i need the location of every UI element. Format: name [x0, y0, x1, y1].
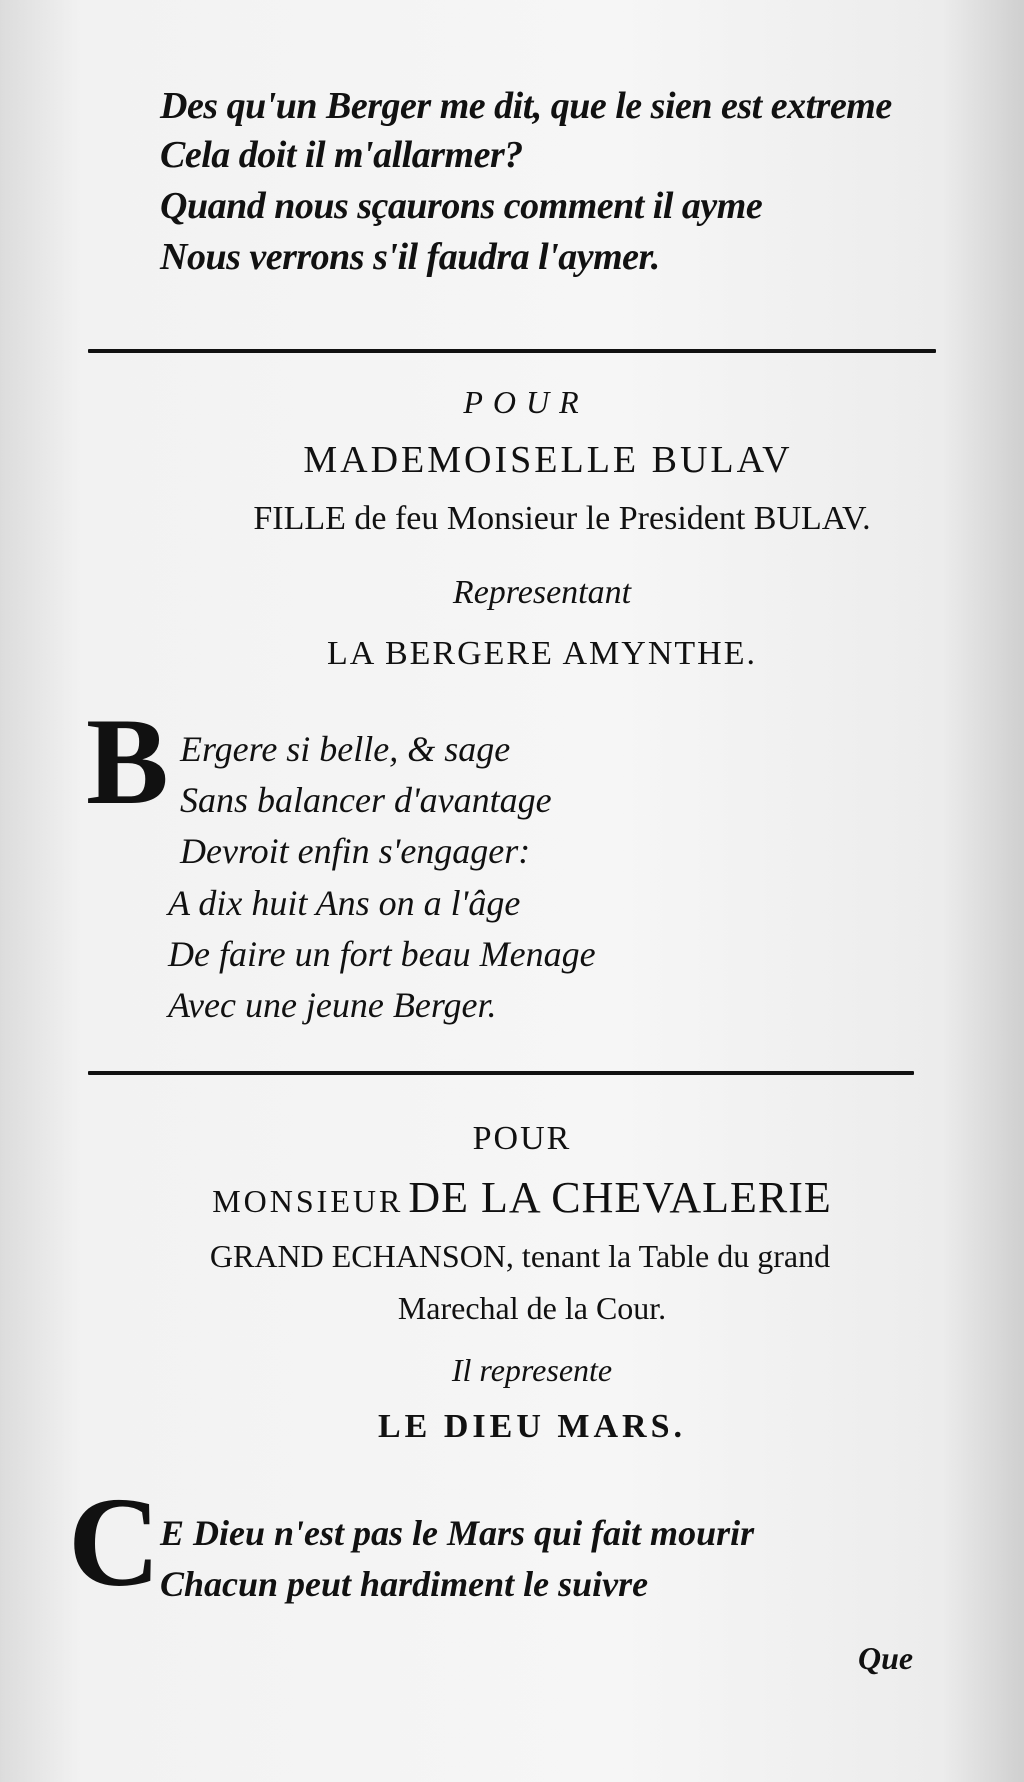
section1-verse-line-5: De faire un fort beau Menage	[168, 934, 596, 974]
section2-represente: Il represente	[451, 1352, 613, 1388]
opening-verse-line-1: Des qu'un Berger me dit, que le sien est extreme	[160, 85, 892, 127]
section2-title-monsieur: MONSIEUR	[212, 1183, 404, 1219]
section2-desc-1: GRAND ECHANSON, tenant la Table du grand	[209, 1238, 831, 1274]
section2-desc-2: Marechal de la Cour.	[397, 1290, 667, 1326]
section2-verse-line-1: E Dieu n'est pas le Mars qui fait mourir	[160, 1513, 755, 1553]
section1-verse-line-4: A dix huit Ans on a l'âge	[168, 883, 521, 923]
section1-verse-line-1: Ergere si belle, & sage	[180, 729, 511, 769]
section2-verse-line-2: Chacun peut hardiment le suivre	[160, 1564, 649, 1604]
section1-title: MADEMOISELLE BULAV	[303, 439, 793, 481]
opening-verse-line-2: Cela doit il m'allarmer?	[160, 134, 523, 176]
section1-verse-line-2: Sans balancer d'avantage	[180, 780, 552, 820]
section2-title	[0, 1172, 1024, 1223]
catchword: Que	[858, 1640, 914, 1676]
section1-representant: Representant	[452, 574, 632, 611]
section1-role: LA BERGERE AMYNTHE.	[327, 635, 757, 672]
section1-verse-line-6: Avec une jeune Berger.	[168, 985, 497, 1025]
divider-rule-1	[88, 349, 936, 353]
opening-verse-line-3: Quand nous sçaurons comment il ayme	[160, 185, 763, 227]
section1-verse-line-3: Devroit enfin s'engager:	[180, 831, 531, 871]
section2-pour: POUR	[472, 1120, 572, 1157]
section1-subtitle: FILLE de feu Monsieur le President BULAV.	[253, 500, 871, 537]
divider-rule-2	[88, 1071, 914, 1075]
section1-pour: POUR	[463, 384, 589, 420]
section1-drop-cap: B	[86, 693, 169, 830]
opening-verse-line-4: Nous verrons s'il faudra l'aymer.	[160, 236, 660, 278]
section2-drop-cap: C	[68, 1471, 161, 1613]
section2-title-name: DE LA CHEVALERIE	[408, 1173, 832, 1222]
section2-role: LE DIEU MARS.	[378, 1408, 686, 1445]
